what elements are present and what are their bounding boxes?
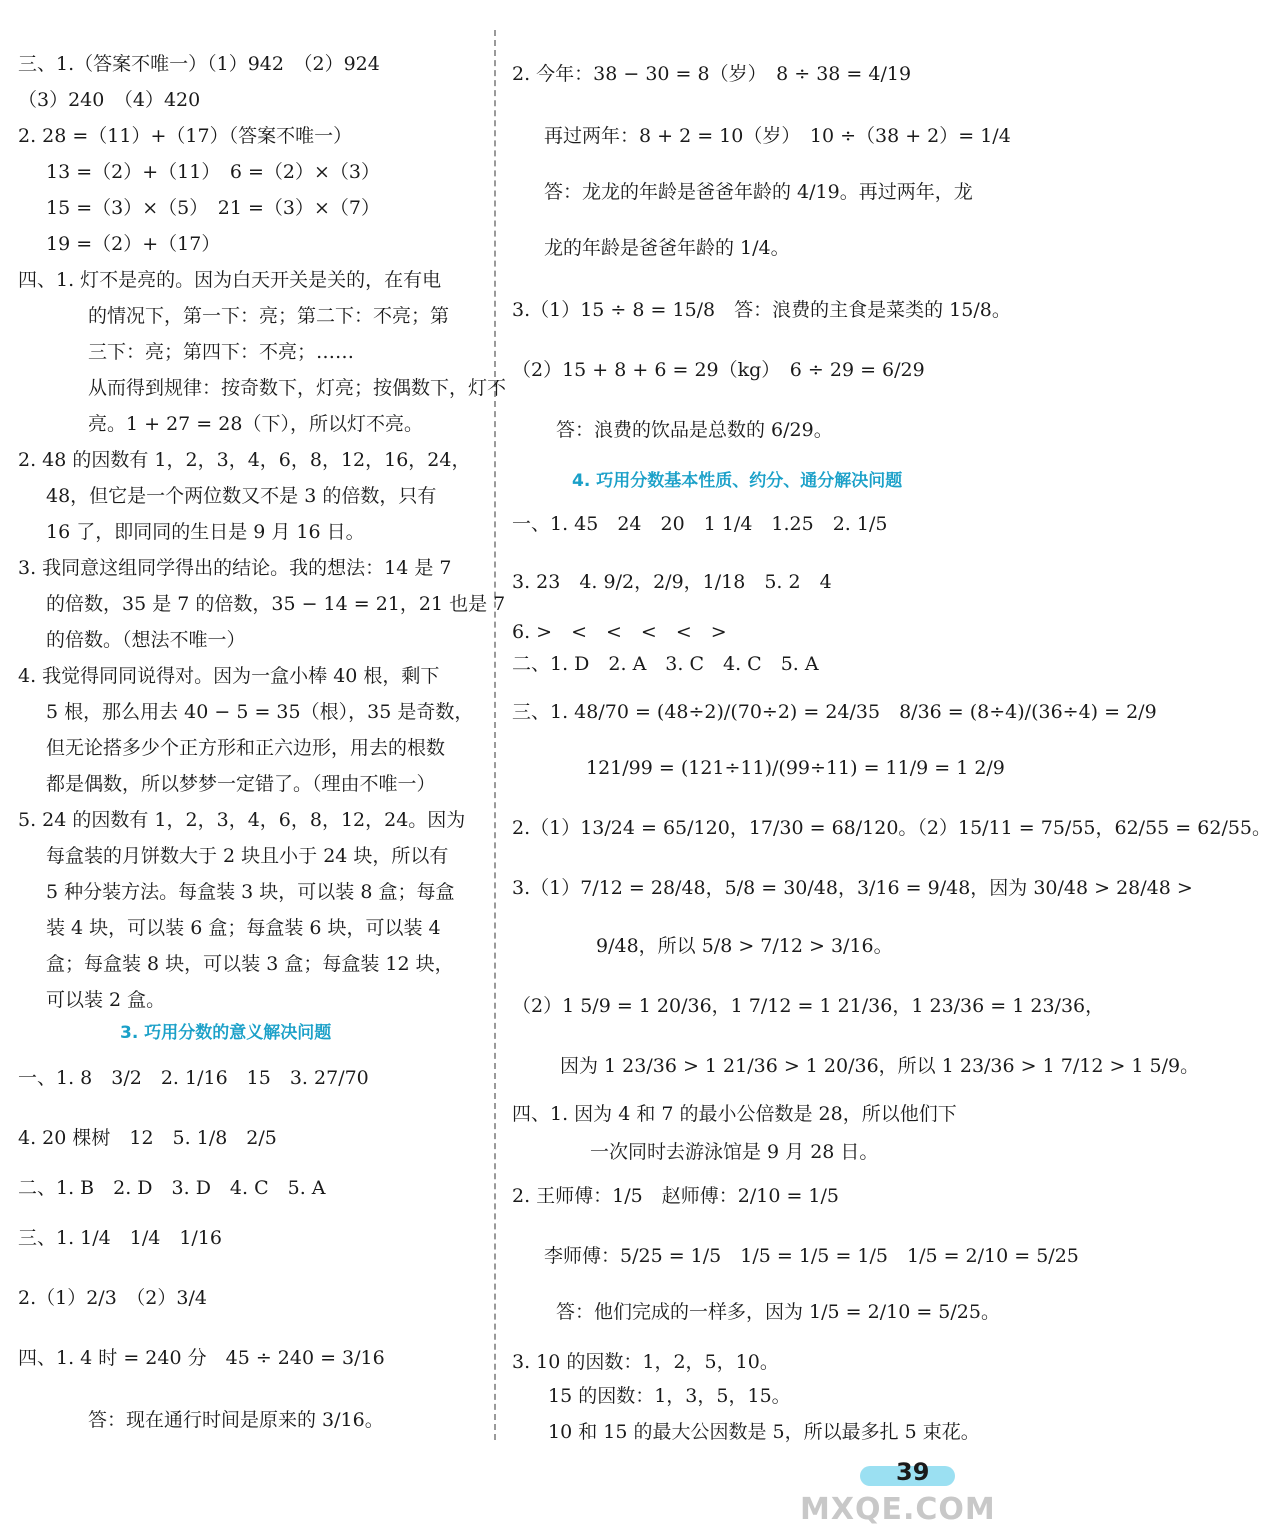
answer-line: 2. 28 =（11）+（17）（答案不唯一） xyxy=(18,125,353,147)
answer-line: 四、1. 灯不是亮的。因为白天开关是关的，在有电 xyxy=(18,269,442,291)
answer-line: 都是偶数，所以梦梦一定错了。（理由不唯一） xyxy=(46,773,436,795)
answer-line: 装 4 块，可以装 6 盒；每盒装 6 块，可以装 4 xyxy=(46,917,441,939)
answer-line: 再过两年：8 + 2 = 10（岁） 10 ÷（38 + 2）= 1/4 xyxy=(544,125,1011,147)
answer-line: （2）15 + 8 + 6 = 29（kg） 6 ÷ 29 = 6/29 xyxy=(512,359,925,381)
answer-line: 2. 今年：38 − 30 = 8（岁） 8 ÷ 38 = 4/19 xyxy=(512,63,912,85)
answer-line: 从而得到规律：按奇数下，灯亮；按偶数下，灯不 xyxy=(88,377,507,399)
answer-line: 一、1. 8 3/2 2. 1/16 15 3. 27/70 xyxy=(18,1067,369,1089)
answer-line: 3. 10 的因数：1，2，5，10。 xyxy=(512,1351,779,1373)
answer-line: 13 =（2）+（11） 6 =（2）×（3） xyxy=(46,161,380,183)
answer-line: 李师傅：5/25 = 1/5 1/5 = 1/5 = 1/5 1/5 = 2/10 = 5/25 xyxy=(544,1245,1079,1267)
answer-line: 16 了，即同同的生日是 9 月 16 日。 xyxy=(46,521,365,543)
answer-line: 6. > < < < < > xyxy=(512,621,727,643)
answer-line: 19 =（2）+（17） xyxy=(46,233,221,255)
answer-line: 亮。1 + 27 = 28（下），所以灯不亮。 xyxy=(88,413,423,435)
answer-line: 3.（1）15 ÷ 8 = 15/8 答：浪费的主食是菜类的 15/8。 xyxy=(512,299,1011,321)
answer-line: 15 =（3）×（5） 21 =（3）×（7） xyxy=(46,197,380,219)
answer-line: 3. 23 4. 9/2，2/9，1/18 5. 2 4 xyxy=(512,571,832,593)
watermark: MXQE.COM xyxy=(800,1492,996,1527)
answer-line: 2.（1）2/3 （2）3/4 xyxy=(18,1287,207,1309)
section-heading: 4. 巧用分数基本性质、约分、通分解决问题 xyxy=(572,471,903,491)
answer-line: 2. 48 的因数有 1，2，3，4，6，8，12，16，24， xyxy=(18,449,471,471)
answer-line: 5 根，那么用去 40 − 5 = 35（根），35 是奇数， xyxy=(46,701,474,723)
answer-line: 4. 我觉得同同说得对。因为一盒小棒 40 根，剩下 xyxy=(18,665,440,687)
answer-line: 的情况下，第一下：亮；第二下：不亮；第 xyxy=(88,305,450,327)
answer-line: 5. 24 的因数有 1，2，3，4，6，8，12，24。因为 xyxy=(18,809,466,831)
answer-line: 5 种分装方法。每盒装 3 块，可以装 8 盒；每盒 xyxy=(46,881,455,903)
answer-line: 三下：亮；第四下：不亮；…… xyxy=(88,341,355,363)
answer-line: 2.（1）13/24 = 65/120，17/30 = 68/120。（2）15/11 = 75/55，62/55 = 62/55。 xyxy=(512,817,1271,839)
answer-line: 每盒装的月饼数大于 2 块且小于 24 块，所以有 xyxy=(46,845,449,867)
answer-line: 3.（1）7/12 = 28/48，5/8 = 30/48，3/16 = 9/48，因为 30/48 > 28/48 > xyxy=(512,877,1193,899)
answer-line: 答：现在通行时间是原来的 3/16。 xyxy=(88,1409,384,1431)
answer-line: 的倍数，35 是 7 的倍数，35 − 14 = 21，21 也是 7 xyxy=(46,593,506,615)
answer-line: 3. 我同意这组同学得出的结论。我的想法：14 是 7 xyxy=(18,557,452,579)
answer-line: 4. 20 棵树 12 5. 1/8 2/5 xyxy=(18,1127,277,1149)
answer-line: 四、1. 因为 4 和 7 的最小公倍数是 28，所以他们下 xyxy=(512,1103,957,1125)
answer-line: 二、1. D 2. A 3. C 4. C 5. A xyxy=(512,653,819,675)
answer-line: 答：龙龙的年龄是爸爸年龄的 4/19。再过两年，龙 xyxy=(544,181,973,203)
answer-line: （2）1 5/9 = 1 20/36，1 7/12 = 1 21/36，1 23/36 = 1 23/36， xyxy=(512,995,1105,1017)
page-number: 39 xyxy=(896,1458,930,1486)
answer-line: 二、1. B 2. D 3. D 4. C 5. A xyxy=(18,1177,326,1199)
answer-line: 9/48，所以 5/8 > 7/12 > 3/16。 xyxy=(596,935,893,957)
answer-line: 可以装 2 盒。 xyxy=(46,989,166,1011)
answer-line: （3）240 （4）420 xyxy=(18,89,201,111)
answer-line: 答：浪费的饮品是总数的 6/29。 xyxy=(556,419,833,441)
answer-line: 三、1. 48/70 = (48÷2)/(70÷2) = 24/35 8/36 = (8÷4)/(36÷4) = 2/9 xyxy=(512,701,1157,723)
answer-line: 48，但它是一个两位数又不是 3 的倍数，只有 xyxy=(46,485,437,507)
answer-line: 答：他们完成的一样多，因为 1/5 = 2/10 = 5/25。 xyxy=(556,1301,1000,1323)
answer-line: 的倍数。（想法不唯一） xyxy=(46,629,246,651)
answer-line: 2. 王师傅：1/5 赵师傅：2/10 = 1/5 xyxy=(512,1185,839,1207)
answer-line: 一次同时去游泳馆是 9 月 28 日。 xyxy=(590,1141,879,1163)
answer-line: 但无论搭多少个正方形和正六边形，用去的根数 xyxy=(46,737,446,759)
section-heading: 3. 巧用分数的意义解决问题 xyxy=(120,1023,332,1043)
answer-line: 盒；每盒装 8 块，可以装 3 盒；每盒装 12 块， xyxy=(46,953,454,975)
answer-line: 15 的因数：1，3，5，15。 xyxy=(548,1385,791,1407)
answer-line: 121/99 = (121÷11)/(99÷11) = 11/9 = 1 2/9 xyxy=(586,757,1005,779)
answer-line: 三、1. 1/4 1/4 1/16 xyxy=(18,1227,222,1249)
answer-line: 一、1. 45 24 20 1 1/4 1.25 2. 1/5 xyxy=(512,513,888,535)
answer-line: 四、1. 4 时 = 240 分 45 ÷ 240 = 3/16 xyxy=(18,1347,385,1369)
answer-line: 10 和 15 的最大公因数是 5，所以最多扎 5 束花。 xyxy=(548,1421,980,1443)
column-divider xyxy=(494,30,496,1440)
answer-line: 三、1.（答案不唯一）（1）942 （2）924 xyxy=(18,53,380,75)
answer-line: 因为 1 23/36 > 1 21/36 > 1 20/36，所以 1 23/36 > 1 7/12 > 1 5/9。 xyxy=(560,1055,1200,1077)
answer-line: 龙的年龄是爸爸年龄的 1/4。 xyxy=(544,237,790,259)
